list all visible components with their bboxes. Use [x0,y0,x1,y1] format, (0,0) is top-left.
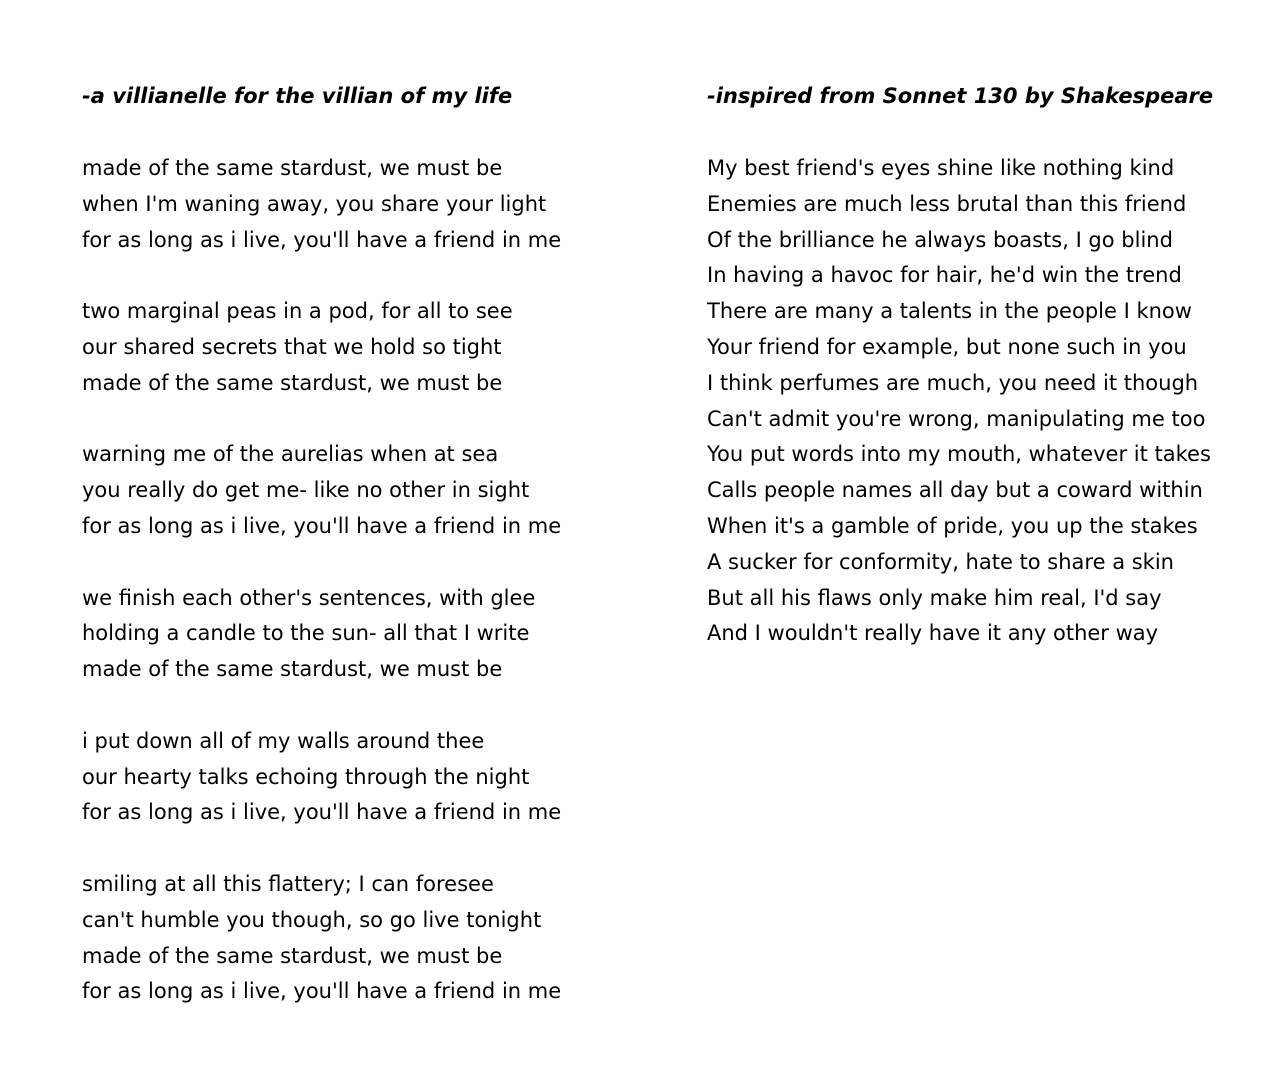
poem-line: Calls people names all day but a coward within [707,478,1203,503]
poem-line: i put down all of my walls around thee [82,728,485,753]
poem-line: I think perfumes are much, you need it though [707,370,1199,395]
poem-line: And I wouldn't really have it any other way [707,621,1159,646]
stanza [82,581,682,688]
poem-line: holding a candle to the sun- all that I write [82,621,530,646]
stanza [82,151,682,258]
poem-line: But all his flaws only make him real, I'd say [707,585,1162,610]
poem-line: for as long as i live, you'll have a friend in me [82,979,562,1004]
poem-line: smiling at all this flattery; I can foresee [82,871,494,896]
right-poem [707,80,1267,652]
poem-line: for as long as i live, you'll have a friend in me [82,800,562,825]
poem-line: our shared secrets that we hold so tight [82,334,502,359]
stanza [82,867,682,1010]
poem-line: When it's a gamble of pride, you up the stakes [707,513,1198,538]
left-poem-body [82,151,682,1010]
poem-line: two marginal peas in a pod, for all to see [82,299,513,324]
poem-line: for as long as i live, you'll have a friend in me [82,227,562,252]
poem-line: A sucker for conformity, hate to share a skin [707,549,1174,574]
poem-line: for as long as i live, you'll have a friend in me [82,513,562,538]
stanza [82,724,682,831]
right-poem-title: -inspired from Sonnet 130 by Shakespeare [707,84,1214,108]
poem-line: made of the same stardust, we must be [82,657,503,682]
poem-line: we finish each other's sentences, with glee [82,585,536,610]
poem-line: made of the same stardust, we must be [82,943,503,968]
poem-line: Enemies are much less brutal than this friend [707,191,1187,216]
poem-line: Of the brilliance he always boasts, I go blind [707,227,1173,252]
poem-line: can't humble you though, so go live tonight [82,907,542,932]
poem-line: you really do get me- like no other in sight [82,478,530,503]
poem-line: Your friend for example, but none such in you [707,334,1187,359]
poem-line: You put words into my mouth, whatever it takes [707,442,1211,467]
poem-line: My best friend's eyes shine like nothing kind [707,156,1175,180]
poem-line: made of the same stardust, we must be [82,370,503,395]
stanza [707,151,1267,652]
left-poem [82,80,682,1010]
right-poem-body [707,151,1267,652]
stanza [82,294,682,401]
poem-line: Can't admit you're wrong, manipulating me too [707,406,1206,431]
poem-line: when I'm waning away, you share your light [82,191,547,216]
poem-line: made of the same stardust, we must be [82,156,503,180]
stanza [82,437,682,544]
left-poem-title: -a villianelle for the villian of my life [82,84,513,108]
poem-line: our hearty talks echoing through the night [82,764,530,789]
poem-line: warning me of the aurelias when at sea [82,442,499,467]
poem-line: In having a havoc for hair, he'd win the trend [707,263,1182,288]
poem-line: There are many a talents in the people I know [707,299,1192,324]
